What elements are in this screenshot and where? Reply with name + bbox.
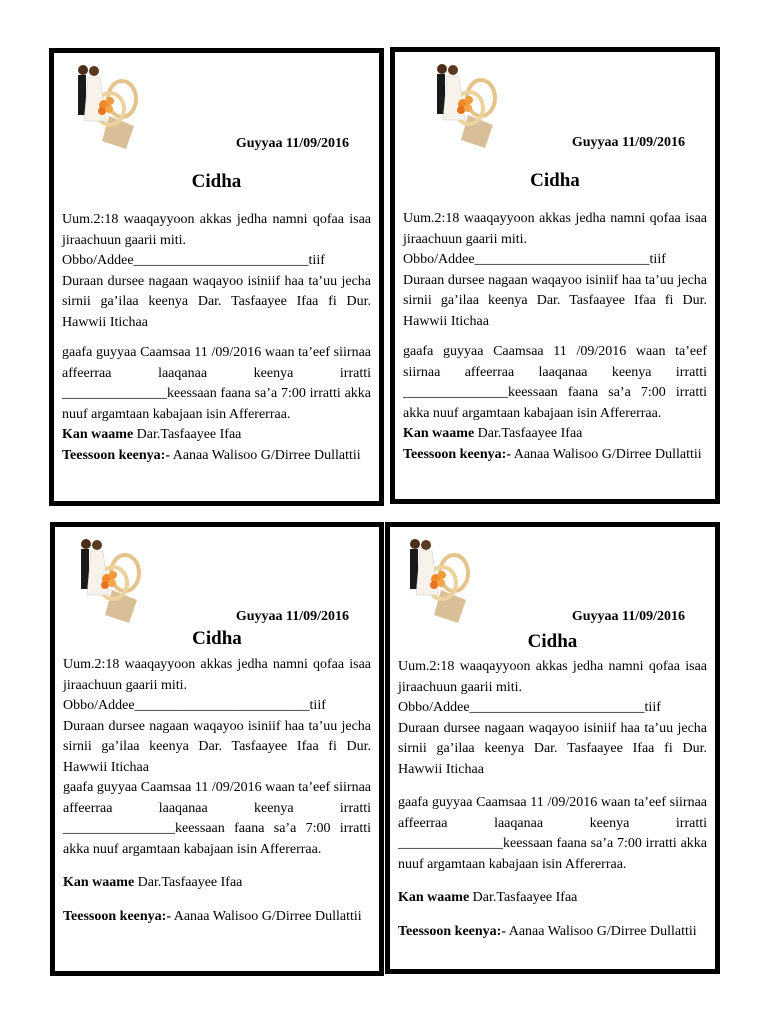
witness-value: Aanaa Walisoo G/Dirree Dullattii	[513, 446, 702, 462]
witness-value: Aanaa Walisoo G/Dirree Dullattii	[172, 447, 361, 463]
card-date: Guyyaa 11/09/2016	[571, 135, 685, 150]
card-date: Guyyaa 11/09/2016	[571, 609, 685, 624]
card-title: Cidha	[527, 631, 578, 652]
address-line: Obbo/Addee_________________________tiif	[62, 253, 325, 268]
verse-text: Uum.2:18 waaqayyoon akkas jedha namni qofaa isaa jiraachuun gaarii miti.	[403, 211, 707, 247]
witness-line	[63, 907, 371, 928]
invitation-card-1	[49, 48, 384, 506]
card-title: Cidha	[530, 170, 580, 191]
event-text: gaafa guyyaa Caamsaa 11 /09/2016 waan ta’eef siirnaa affeerraa laaqanaa keenya irratti _______________keessaan faana sa’a 7:00 irratti akka nuuf argamtaan kabajaan isin Affererraa.	[398, 795, 707, 872]
event-text: gaafa guyyaa Caamsaa 11 /09/2016 waan ta’eef siirnaa affeerraa laaqanaa keenya irratti _______________keessaan faana sa’a 7:00 irratti akka nuuf argamtaan kabajaan isin Affererraa.	[403, 344, 707, 421]
card-date: Guyyaa 11/09/2016	[235, 136, 349, 151]
witness-label: Teessoon keenya:-	[398, 923, 506, 939]
inviter-line	[398, 888, 707, 909]
wedding-couple-icon	[433, 60, 503, 148]
invitation-card-3	[50, 522, 384, 976]
invitation-card-2	[390, 47, 720, 504]
event-text: gaafa guyyaa Caamsaa 11 /09/2016 waan ta’eef siirnaa affeerraa laaqanaa keenya irratti ________________keessaan faana sa’a 7:00 irratti akka nuuf argamtaan kabajaan isin Affererraa.	[63, 780, 371, 857]
witness-line	[62, 446, 371, 467]
witness-line	[398, 922, 707, 943]
witness-label: Teessoon keenya:-	[403, 446, 511, 462]
inviter-name: Dar.Tasfaayee Ifaa	[477, 426, 583, 441]
inviter-label: Kan waame	[398, 890, 470, 905]
card-title: Cidha	[192, 628, 242, 649]
address-line: Obbo/Addee_________________________tiif	[403, 252, 666, 267]
card-body	[62, 210, 371, 466]
witness-label: Teessoon keenya:-	[62, 447, 170, 463]
invite-text: Duraan dursee nagaan waqayoo isiniif haa ta’uu jecha sirnii ga’ilaa keenya Dar. Tasfaayee Ifaa fi Dur. Hawwii Itichaa	[62, 273, 371, 330]
event-text: gaafa guyyaa Caamsaa 11 /09/2016 waan ta’eef siirnaa affeerraa laaqanaa keenya irratti _______________keessaan faana sa’a 7:00 irratti akka nuuf argamtaan kabajaan isin Affererraa.	[62, 345, 371, 422]
card-body	[63, 655, 371, 927]
card-date: Guyyaa 11/09/2016	[235, 609, 349, 624]
address-line: Obbo/Addee_________________________tiif	[398, 700, 661, 715]
inviter-label: Kan waame	[63, 875, 135, 890]
inviter-name: Dar.Tasfaayee Ifaa	[136, 427, 242, 442]
verse-text: Uum.2:18 waaqayyoon akkas jedha namni qofaa isaa jiraachuun gaarii miti.	[63, 657, 371, 693]
invite-text: Duraan dursee nagaan waqayoo isiniif haa ta’uu jecha sirnii ga’ilaa keenya Dar. Tasfaayee Ifaa fi Dur. Hawwii Itichaa	[398, 720, 707, 777]
address-line: Obbo/Addee_________________________tiif	[63, 698, 326, 713]
wedding-couple-icon	[406, 535, 476, 623]
inviter-line	[403, 424, 707, 445]
inviter-label: Kan waame	[403, 426, 475, 441]
witness-value: Aanaa Walisoo G/Dirree Dullattii	[508, 923, 697, 939]
invitation-card-4	[385, 522, 720, 974]
witness-line	[403, 445, 707, 466]
card-body	[398, 657, 707, 942]
inviter-line	[62, 425, 371, 446]
inviter-label: Kan waame	[62, 427, 134, 442]
inviter-name: Dar.Tasfaayee Ifaa	[137, 875, 243, 890]
wedding-couple-icon	[77, 535, 147, 623]
card-title: Cidha	[191, 171, 242, 192]
inviter-name: Dar.Tasfaayee Ifaa	[472, 890, 578, 905]
verse-text: Uum.2:18 waaqayyoon akkas jedha namni qofaa isaa jiraachuun gaarii miti.	[398, 659, 707, 695]
wedding-couple-icon	[74, 61, 144, 149]
card-body	[403, 209, 707, 465]
inviter-line	[63, 873, 371, 894]
verse-text: Uum.2:18 waaqayyoon akkas jedha namni qofaa isaa jiraachuun gaarii miti.	[62, 212, 371, 248]
invite-text: Duraan dursee nagaan waqayoo isiniif haa ta’uu jecha sirnii ga’ilaa keenya Dar. Tasfaayee Ifaa fi Dur. Hawwii Itichaa	[63, 718, 371, 775]
witness-label: Teessoon keenya:-	[63, 908, 171, 924]
invite-text: Duraan dursee nagaan waqayoo isiniif haa ta’uu jecha sirnii ga’ilaa keenya Dar. Tasfaayee Ifaa fi Dur. Hawwii Itichaa	[403, 272, 707, 329]
witness-value: Aanaa Walisoo G/Dirree Dullattii	[173, 908, 362, 924]
